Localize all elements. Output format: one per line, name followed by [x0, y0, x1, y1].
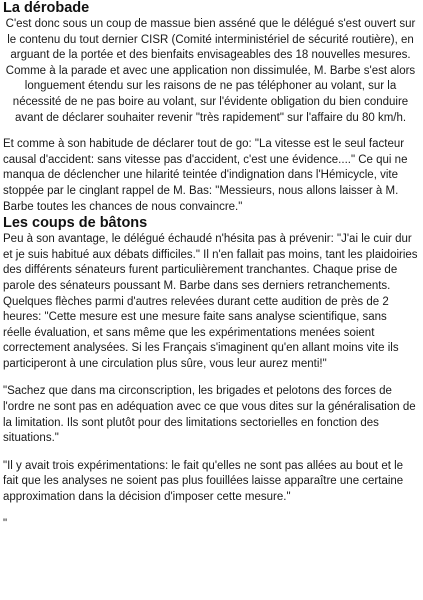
paragraph-spacer — [3, 372, 418, 384]
section-heading-la-derobade: La dérobade — [3, 0, 90, 16]
paragraph-circonscription-quote: "Sachez que dans ma circonscription, les brigades et pelotons des forces de l'ordre ne sont pas en adéquation avec ce que vous dites sur la généralisation de la limitation. Ils sont plutôt pour des limitations sectorielles en fonction des situations." — [3, 385, 416, 445]
paragraph-next-quote-start: " — [3, 517, 8, 530]
paragraph-spacer — [3, 447, 418, 459]
paragraph-cisr-mesures: C'est donc sous un coup de massue bien asséné que le délégué s'est ouvert sur le contenu du tout dernier CISR (Comité interministériel de sécurité routière), en arguant de la portée et des bienfaits envisageables des 18 nouvelles mesures. Comme à la parade et avec une application non dissimulée, M. Barbe s'est alors longuement étendu sur les raisons de ne pas téléphoner au volant, sur la nécessité de ne pas boire au volant, sur l'évidente obligation du bien conduire avant de déclarer souhaiter revenir "très rapidement" sur l'affaire du 80 km/h. — [5, 18, 416, 124]
paragraph-vitesse-hemicycle: Et comme à son habitude de déclarer tout de go: "La vitesse est le seul facteur causal d'accident: sans vitesse pas d'accident, c'est une évidence...." Ce qui ne manqua de déclencher une hilarité teintée d'indignation dans l'Hémicycle, vite stoppée par le cinglant rappel de M. Bas: "Messieurs, nous allons laisser à M. Barbe toutes les chances de nous convaincre." — [3, 138, 408, 213]
paragraph-spacer — [3, 506, 418, 517]
paragraph-experimentations-quote: "Il y avait trois expérimentations: le fait qu'elles ne sont pas allées au bout et le fait que les analyses ne soient pas plus fouillées laisse apparaître une certaine approximation dans la décision d'imposer cette mesure." — [3, 459, 404, 504]
paragraph-cuir-dur: Peu à son avantage, le délégué échaudé n'hésita pas à prévenir: "J'ai le cuir dur et je suis habitué aux débats difficiles." Il n'en fallait pas moins, tant les plaidoiries des différents sénateurs furent particulièrement tranchantes. Chaque prise de parole des sénateurs poussant M. Barbe dans ses derniers retranchements. Quelques flèches parmi d'autres relevées durant cette audition de près de 2 heures: "Cette mesure est une mesure faite sans analyse scientifique, sans réelle évaluation, et sans même que les expérimentations menées soient correctement analysées. Si les Français s'imaginent qu'en allant moins vite ils participeront à une circulation plus sûre, vous leur aurez menti!" — [3, 233, 418, 370]
section-heading-coups-de-batons: Les coups de bâtons — [3, 215, 148, 232]
paragraph-spacer — [3, 126, 418, 137]
